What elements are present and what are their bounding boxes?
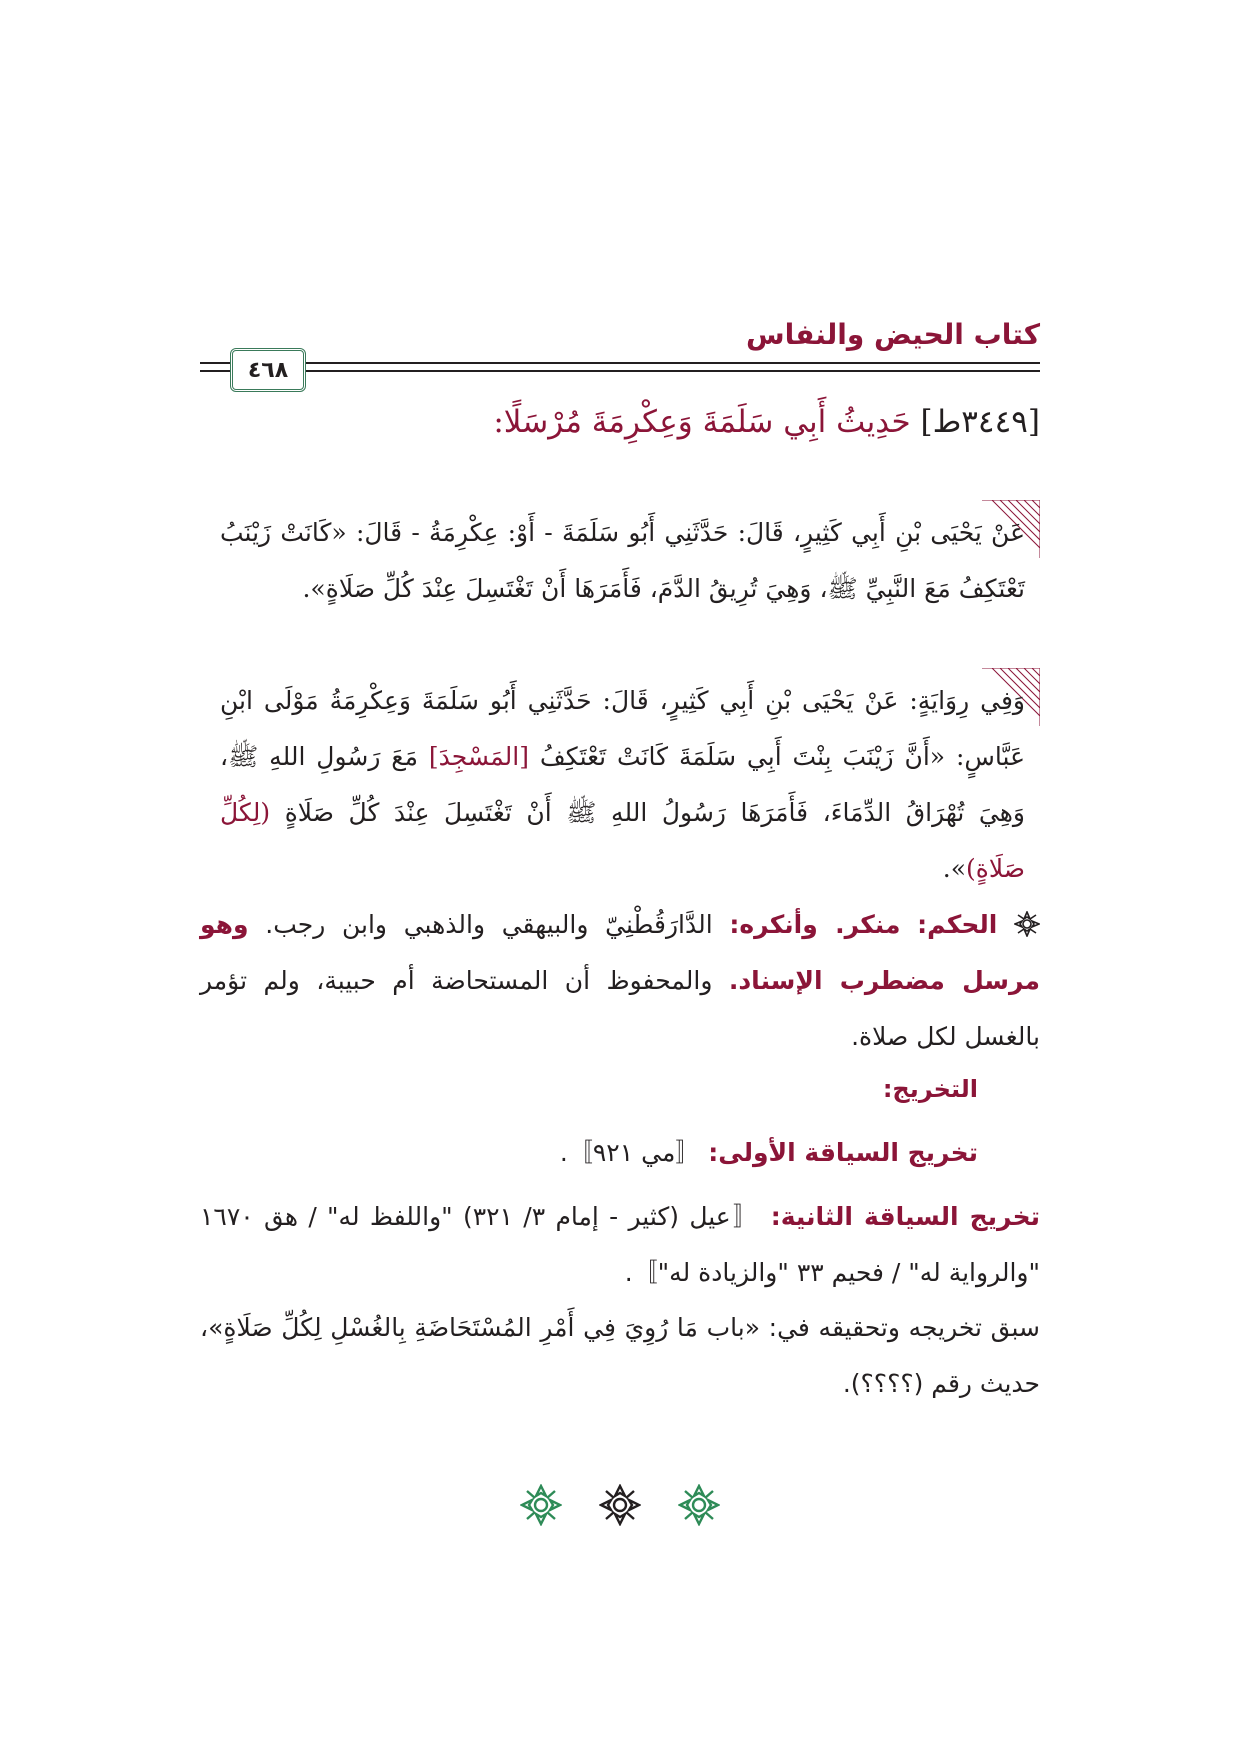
narration-second-part1: وَفِي رِوَايَةٍ: عَنْ يَحْيَى بْنِ أَبِي كَثِيرٍ، قَالَ: حَدَّثَنِي أَبُو سَلَمَةَ وَعِكْرِمَةُ مَوْلَى ابْنِ عَبَّاسٍ: «أَنَّ زَيْنَبَ بِنْتَ أَبِي سَلَمَةَ كَانَتْ تَعْتَكِفُ bbox=[220, 686, 1026, 771]
ruling-isnad-note: وهو مرسل مضطرب الإسناد. bbox=[200, 910, 1040, 995]
ruling-critics: الدَّارَقُطْنِيّ والبيهقي والذهبي وابن رجب. bbox=[265, 910, 713, 939]
takhrij-first-label: تخريج السياقة الأولى: bbox=[708, 1138, 978, 1167]
flower-ornament-icon bbox=[678, 1484, 720, 1526]
narration-second-addition: [المَسْجِدَ] bbox=[428, 742, 529, 771]
header-rule-top bbox=[200, 362, 1040, 364]
takhrij-first bbox=[200, 1125, 978, 1181]
takhrij-second-text: 〚عيل (كثير - إمام ٣/ ٣٢١) "واللفظ له" / هق ١٦٧٠ "والرواية له" / فحيم ٣٣ "والزيادة له"〛. bbox=[200, 1202, 1040, 1287]
narration-first bbox=[220, 505, 1025, 617]
takhrij-heading: التخريج: bbox=[882, 1075, 978, 1103]
takhrij-note-text: سبق تخريجه وتحقيقه في: «باب مَا رُوِيَ فِي أَمْرِ المُسْتَحَاضَةِ بِالغُسْلِ لِكُلِّ صَلَاةٍ»، حديث رقم (؟؟؟؟). bbox=[200, 1313, 1040, 1398]
flower-ornament-icon bbox=[599, 1484, 641, 1526]
takhrij-second bbox=[200, 1189, 1040, 1301]
hadith-number: [٣٤٤٩ط] bbox=[920, 404, 1040, 440]
narration-second bbox=[220, 673, 1025, 897]
hadith-heading bbox=[200, 404, 1040, 440]
page-number: ٤٦٨ bbox=[247, 357, 289, 383]
takhrij-first-text: 〚مي ٩٢١〛. bbox=[559, 1138, 701, 1167]
flower-ornament-icon bbox=[1014, 911, 1040, 937]
ruling-label: الحكم: bbox=[917, 910, 998, 939]
takhrij-second-label: تخريج السياقة الثانية: bbox=[770, 1202, 1040, 1231]
page-number-badge bbox=[230, 348, 306, 392]
narration-second-part3: ». bbox=[942, 854, 966, 883]
narration-second-part2: مَعَ رَسُولِ اللهِ ﷺ، وَهِيَ تُهْرَاقُ الدِّمَاءَ، فَأَمَرَهَا رَسُولُ اللهِ ﷺ أَنْ تَغْتَسِلَ عِنْدَ كُلِّ صَلَاةٍ bbox=[220, 742, 1025, 827]
header-rule-bottom bbox=[200, 370, 1040, 372]
page-header bbox=[200, 318, 1040, 398]
hadith-title: حَدِيثُ أَبِي سَلَمَةَ وَعِكْرِمَةَ مُرْسَلًا: bbox=[493, 404, 911, 440]
ruling-verdict: منكر. وأنكره: bbox=[729, 910, 901, 939]
ruling-rest: والمحفوظ أن المستحاضة أم حبيبة، ولم تؤمر بالغسل لكل صلاة. bbox=[200, 966, 1040, 1051]
ruling-paragraph bbox=[200, 897, 1040, 1065]
section-end-ornaments bbox=[520, 1480, 720, 1530]
narration-first-text: عَنْ يَحْيَى بْنِ أَبِي كَثِيرٍ، قَالَ: حَدَّثَنِي أَبُو سَلَمَةَ - أَوْ: عِكْرِمَةُ - قَالَ: «كَانَتْ زَيْنَبُ تَعْتَكِفُ مَعَ النَّبِيِّ ﷺ، وَهِيَ تُرِيقُ الدَّمَ، فَأَمَرَهَا أَنْ تَغْتَسِلَ عِنْدَ كُلِّ صَلَاةٍ». bbox=[220, 518, 1025, 603]
takhrij-note bbox=[200, 1300, 1040, 1412]
book-title: كتاب الحيض والنفاس bbox=[745, 318, 1040, 351]
flower-ornament-icon bbox=[520, 1484, 562, 1526]
narration-second-variant: (لِكُلِّ صَلَاةٍ) bbox=[220, 798, 1025, 883]
